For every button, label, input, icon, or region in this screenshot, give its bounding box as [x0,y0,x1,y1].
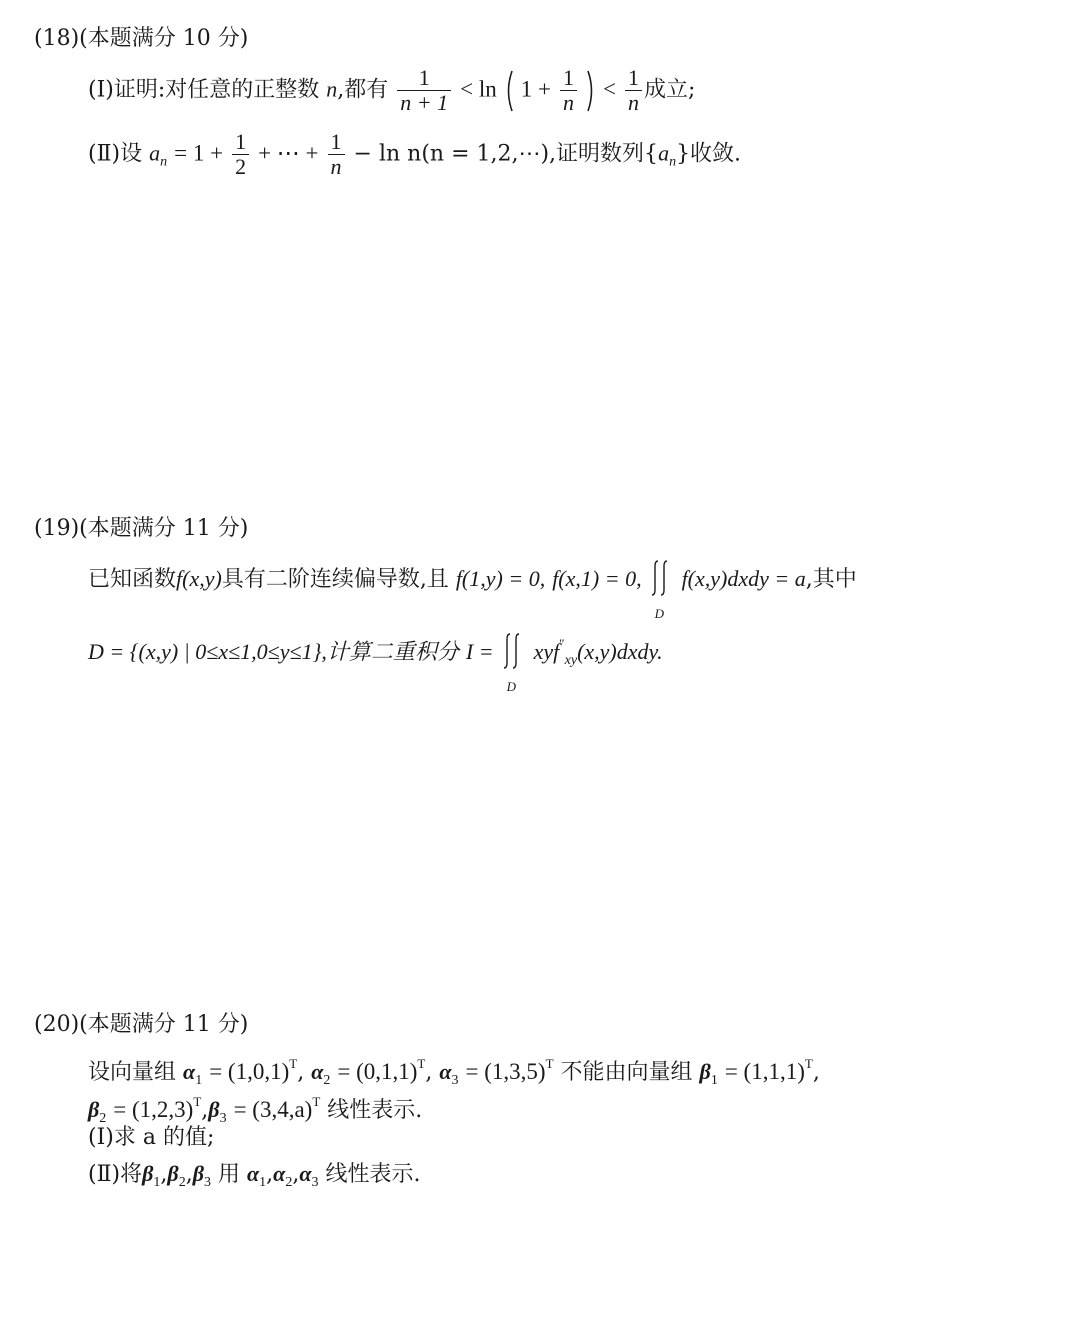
q18-a2: a [658,140,670,166]
q20-l4-use: 用 [217,1162,240,1187]
q18-frac2-num: 1 [563,65,574,90]
q20-l4-a3: 3 [311,1175,319,1190]
q19-l1-f: f(x,y) [176,566,222,591]
q18-frac1-num: 1 [418,65,430,90]
q18-a-sub: n [160,154,168,170]
q18-p2-frac2-den: n [328,154,345,179]
q20-T4: T [804,1056,813,1071]
alpha-symbol: α [439,1059,452,1084]
q18-one-plus: 1 + [520,76,551,102]
q19-l1-c: f(1,y) = 0, [455,566,546,591]
q20-T2: T [417,1056,426,1071]
q20-l4-b1: 1 [153,1175,161,1190]
q20-l3: (Ⅰ)求 a 的值; [88,1125,215,1150]
q19-l1-int: f(x,y)dxdy = a [681,566,806,591]
beta-symbol: β [699,1059,711,1084]
q20-l4-a1: 1 [259,1175,267,1190]
q18-var-n: n [326,76,338,102]
left-paren-icon [504,69,514,113]
q20-T6: T [312,1094,321,1109]
q18-part1-text2: ,都有 [337,77,389,103]
q20-l4-a2: 2 [285,1175,293,1190]
q20-l2-tail: 线性表示. [327,1098,423,1123]
q20-T1: T [289,1056,298,1071]
q18-lt: < [603,76,616,102]
q18-part1-tail: 成立; [643,77,696,103]
q18-lt-ln: < ln [460,76,497,102]
q19-header [34,518,248,540]
q20-vb3: = (3,4,a) [233,1097,313,1122]
q18-frac2-den: n [560,90,577,115]
q20-T5: T [193,1094,202,1109]
q18-a2-sub: n [669,154,677,170]
beta-symbol: β [142,1161,154,1186]
q20-header [34,1014,248,1036]
q18-p2-frac2-num: 1 [330,129,342,154]
alpha-symbol: α [299,1161,312,1186]
q18-part2 [88,130,741,186]
q18-frac3-den: n [625,90,642,115]
q19-l2-sub: xy [564,653,578,668]
alpha-symbol: α [311,1059,324,1084]
q19-l2-sup: ″ [559,636,565,651]
q18-p2-frac1-num: 1 [235,129,247,154]
double-integral-icon [649,562,675,621]
q20-beta3-sub: 3 [219,1111,227,1126]
q20-v3: = (1,3,5) [465,1059,546,1084]
q18-eq: = 1 + [174,140,224,166]
q20-l1-pre: 设向量组 [88,1060,177,1085]
q20-l4-b3: 3 [203,1175,211,1190]
q20-alpha2-sub: 2 [323,1073,331,1088]
q19-l1-b: 具有二阶连续偏导数,且 [221,567,449,592]
q19-l2-int: xyf [533,639,560,664]
q18-a: a [149,140,161,166]
beta-symbol: β [208,1097,220,1122]
q19-l2-a: D = {(x,y) | 0≤x≤1,0≤y≤1},计算二重积分 [88,639,459,664]
q20-T3: T [545,1056,554,1071]
q19-domain-1: D [654,606,664,621]
beta-symbol: β [167,1161,179,1186]
q20-l4-tail: 线性表示. [325,1162,421,1187]
q20-l1-mid: 不能由向量组 [560,1060,693,1085]
q18-frac-1-over-n-b [625,66,642,115]
q18-frac1-den: n + 1 [397,90,451,115]
q20-alpha3-sub: 3 [451,1073,459,1088]
q20-l4-pre: (Ⅱ)将 [88,1162,143,1187]
q19-l1-d: f(x,1) = 0, [552,566,642,591]
q20-beta2-sub: 2 [99,1111,107,1126]
q19-l2-I: I = [465,639,494,664]
q18-part1-label: (Ⅰ)证明:对任意的正整数 [88,77,320,103]
q18-frac-1-over-n-plus-1 [397,66,451,115]
q20-line2: $\beta_2 = (1,2,3)^T,\beta_3 = (3,4,a)^T$ 线性表示. [88,1094,423,1126]
q19-l2-tail: (x,y)dxdy. [577,639,663,664]
q19-header-text: (19)(本题满分 11 分) [34,516,249,541]
q18-frac-1-over-2 [232,130,249,179]
q18-part2-tail: }收敛. [676,141,742,167]
q19-line2 [88,626,663,694]
q18-mid: + ⋯ + [258,140,319,166]
alpha-symbol: α [246,1161,260,1186]
q18-header [34,28,248,50]
q19-l1-a: 已知函数 [88,567,177,592]
right-paren-icon [586,69,596,113]
q18-frac-1-over-n-c [328,130,345,179]
q18-part1 [88,66,695,115]
q20-line1: 设向量组 $\alpha_1 = (1,0,1)^T$, $\alpha_2 = (0,1,1)^T$, $\alpha_3 = (1,3,5)^T$ 不能由向量组 $\beta_1 = (1,1,1)^T$, [88,1056,820,1088]
q20-beta1-sub: 1 [710,1073,718,1088]
q18-frac-1-over-n [560,66,577,115]
q18-frac3-num: 1 [627,65,639,90]
q19-l1-e: ,其中 [805,567,857,592]
q20-vb1: = (1,1,1) [724,1059,805,1084]
q20-v1: = (1,0,1) [209,1059,290,1084]
beta-symbol: β [192,1161,204,1186]
q18-part2-label: (Ⅱ)设 [88,141,143,167]
q20-line4: (Ⅱ)将$\beta_1,\beta_2,\beta_3$ 用 $\alpha_1,\alpha_2,\alpha_3$ 线性表示. [88,1161,421,1190]
q18-part2-after: − ln n(n = 1,2,⋯),证明数列{ [353,141,659,167]
q19-domain-2: D [506,679,516,694]
q20-header-text: (20)(本题满分 11 分) [34,1012,249,1037]
q19-line1 [88,561,857,621]
q18-header-text: (18)(本题满分 10 分) [34,26,249,51]
beta-symbol: β [88,1097,100,1122]
q20-v2: = (0,1,1) [337,1059,418,1084]
alpha-symbol: α [273,1161,286,1186]
double-integral-icon [501,635,527,694]
q20-l4-b2: 2 [178,1175,186,1190]
q20-alpha1-sub: 1 [195,1073,203,1088]
q18-p2-frac1-den: 2 [232,154,249,179]
q20-vb2: = (1,2,3) [113,1097,194,1122]
q20-line3 [88,1124,214,1152]
alpha-symbol: α [183,1059,196,1084]
